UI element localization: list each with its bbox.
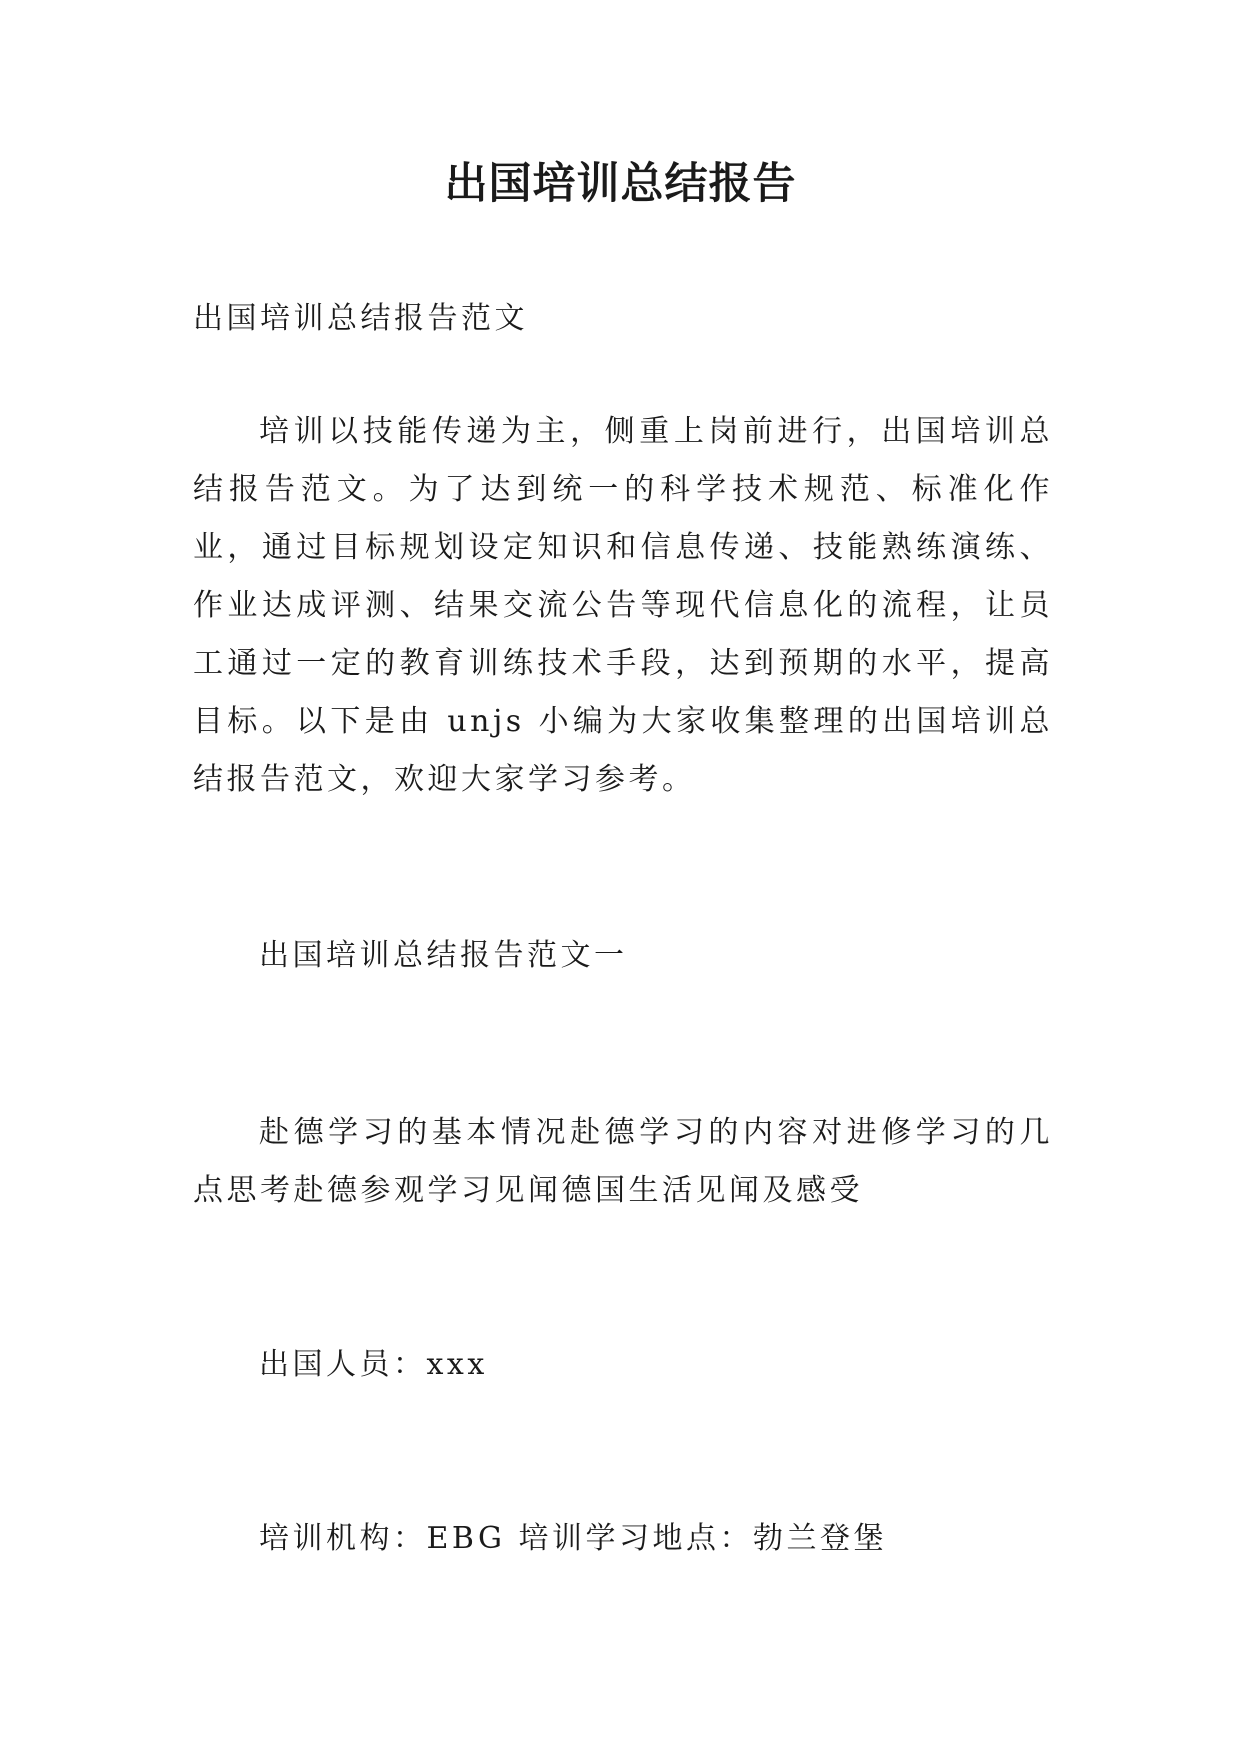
organization-line: 培训机构：EBG 培训学习地点：勃兰登堡 bbox=[259, 1521, 888, 1556]
document-subtitle: 出国培训总结报告范文 bbox=[193, 301, 528, 336]
document-title: 出国培训总结报告 bbox=[444, 159, 797, 209]
intro-paragraph: 培训以技能传递为主，侧重上岗前进行，出国培训总结报告范文。为了达到统一的科学技术规范、标准化作业，通过目标规划设定知识和信息传递、技能熟练演练、作业达成评测、结果交流公告等现代信息化的流程，让员工通过一定的教育训练技术手段，达到预期的水平，提高目标。以下是由 unjs 小编为大家收集整理的出国培训总结报告范文，欢迎大家学习参考。 bbox=[193, 414, 1053, 797]
personnel-line: 出国人员：xxx bbox=[259, 1347, 488, 1382]
summary-paragraph: 赴德学习的基本情况赴德学习的内容对进修学习的几点思考赴德参观学习见闻德国生活见闻及感受 bbox=[193, 1115, 1053, 1208]
section-heading: 出国培训总结报告范文一 bbox=[259, 938, 628, 973]
